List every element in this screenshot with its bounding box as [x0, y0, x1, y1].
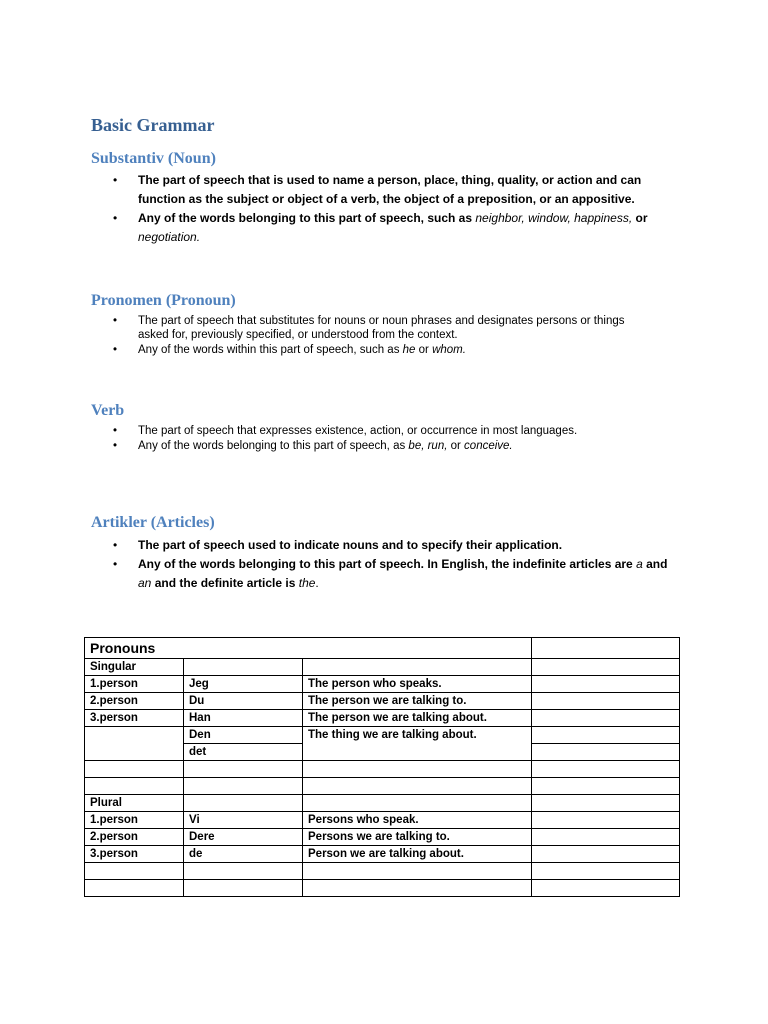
- heading-noun: Substantiv (Noun): [91, 150, 216, 167]
- table-cell: [85, 761, 184, 778]
- table-cell: [532, 863, 680, 880]
- pronoun-cell: Dere: [184, 829, 303, 846]
- table-cell: [303, 778, 532, 795]
- table-cell: [532, 778, 680, 795]
- table-cell: [532, 744, 680, 761]
- table-row: [85, 829, 680, 846]
- description-cell: Persons we are talking to.: [303, 829, 532, 846]
- table-cell: [532, 880, 680, 897]
- table-cell: [532, 761, 680, 778]
- bullet-icon: •: [113, 211, 118, 225]
- table-cell: [184, 880, 303, 897]
- pronoun-cell: Vi: [184, 812, 303, 829]
- document-title: Basic Grammar: [91, 115, 215, 135]
- table-cell: [184, 761, 303, 778]
- table-row: [85, 693, 680, 710]
- description-cell: Person we are talking about.: [303, 846, 532, 863]
- table-row: [85, 659, 680, 676]
- bullet-icon: •: [113, 440, 118, 452]
- table-cell: [532, 812, 680, 829]
- pronoun-definition: The part of speech that substitutes for nouns or noun phrases and designates persons or things asked for, previously specified, or understood from the context.: [138, 315, 625, 341]
- table-row: [85, 795, 680, 812]
- description-cell: The thing we are talking about.: [303, 727, 532, 761]
- table-cell: [532, 693, 680, 710]
- table-cell: [532, 659, 680, 676]
- plural-label: Plural: [85, 795, 184, 812]
- heading-articles: Artikler (Articles): [91, 514, 215, 531]
- verb-examples: Any of the words belonging to this part of speech, as be, run, or conceive.: [138, 440, 513, 452]
- table-cell: [532, 727, 680, 744]
- table-cell: [532, 795, 680, 812]
- table-cell: [85, 778, 184, 795]
- person-cell: 2.person: [85, 693, 184, 710]
- bullet-icon: •: [113, 344, 118, 356]
- verb-definition: The part of speech that expresses existence, action, or occurrence in most languages.: [138, 425, 578, 437]
- person-cell: 3.person: [85, 710, 184, 727]
- pronoun-cell: det: [184, 744, 303, 761]
- table-header: Pronouns: [85, 638, 532, 659]
- pronoun-cell: Den: [184, 727, 303, 744]
- table-header-row: [85, 638, 680, 659]
- bullet-icon: •: [113, 538, 118, 552]
- heading-verb: Verb: [91, 402, 125, 419]
- description-cell: The person we are talking to.: [303, 693, 532, 710]
- table-row: [85, 863, 680, 880]
- table-row: [85, 846, 680, 863]
- bullet-icon: •: [113, 173, 118, 187]
- articles-definition: The part of speech used to indicate nouns and to specify their application.: [138, 538, 563, 552]
- person-cell: 2.person: [85, 829, 184, 846]
- person-cell: [85, 727, 184, 761]
- noun-definition: The part of speech that is used to name a person, place, thing, quality, or action and can function as the subject or object of a verb, the object of a preposition, or an appositive.: [138, 173, 642, 206]
- table-cell: [303, 761, 532, 778]
- pronouns-table: [84, 637, 680, 897]
- table-cell: [303, 863, 532, 880]
- pronoun-cell: Du: [184, 693, 303, 710]
- table-cell: [85, 880, 184, 897]
- table-row: [85, 727, 680, 744]
- table-row: [85, 676, 680, 693]
- table-cell: [85, 863, 184, 880]
- table-cell: [184, 778, 303, 795]
- table-row: [85, 710, 680, 727]
- table-row: [85, 761, 680, 778]
- heading-pronoun: Pronomen (Pronoun): [91, 292, 236, 309]
- table-cell: [184, 795, 303, 812]
- pronoun-cell: de: [184, 846, 303, 863]
- table-cell: [532, 829, 680, 846]
- person-cell: 3.person: [85, 846, 184, 863]
- noun-examples: Any of the words belonging to this part of speech, such as neighbor, window, happiness, or negotiation.: [138, 211, 648, 244]
- table-cell: [532, 846, 680, 863]
- table-row: [85, 778, 680, 795]
- table-cell: [532, 638, 680, 659]
- pronoun-cell: Han: [184, 710, 303, 727]
- table-row: [85, 880, 680, 897]
- singular-label: Singular: [85, 659, 184, 676]
- description-cell: The person who speaks.: [303, 676, 532, 693]
- table-cell: [532, 676, 680, 693]
- articles-examples: Any of the words belonging to this part of speech. In English, the indefinite articles are a and an and the definite article is the.: [138, 557, 668, 590]
- pronoun-examples: Any of the words within this part of speech, such as he or whom.: [138, 344, 466, 356]
- description-cell: The person we are talking about.: [303, 710, 532, 727]
- description-cell: Persons who speak.: [303, 812, 532, 829]
- person-cell: 1.person: [85, 676, 184, 693]
- table-cell: [303, 795, 532, 812]
- table-cell: [184, 659, 303, 676]
- table-cell: [532, 710, 680, 727]
- table-cell: [303, 880, 532, 897]
- table-cell: [184, 863, 303, 880]
- table-row: [85, 812, 680, 829]
- pronoun-cell: Jeg: [184, 676, 303, 693]
- bullet-icon: •: [113, 557, 118, 571]
- table-cell: [303, 659, 532, 676]
- bullet-icon: •: [113, 315, 118, 327]
- person-cell: 1.person: [85, 812, 184, 829]
- bullet-icon: •: [113, 425, 118, 437]
